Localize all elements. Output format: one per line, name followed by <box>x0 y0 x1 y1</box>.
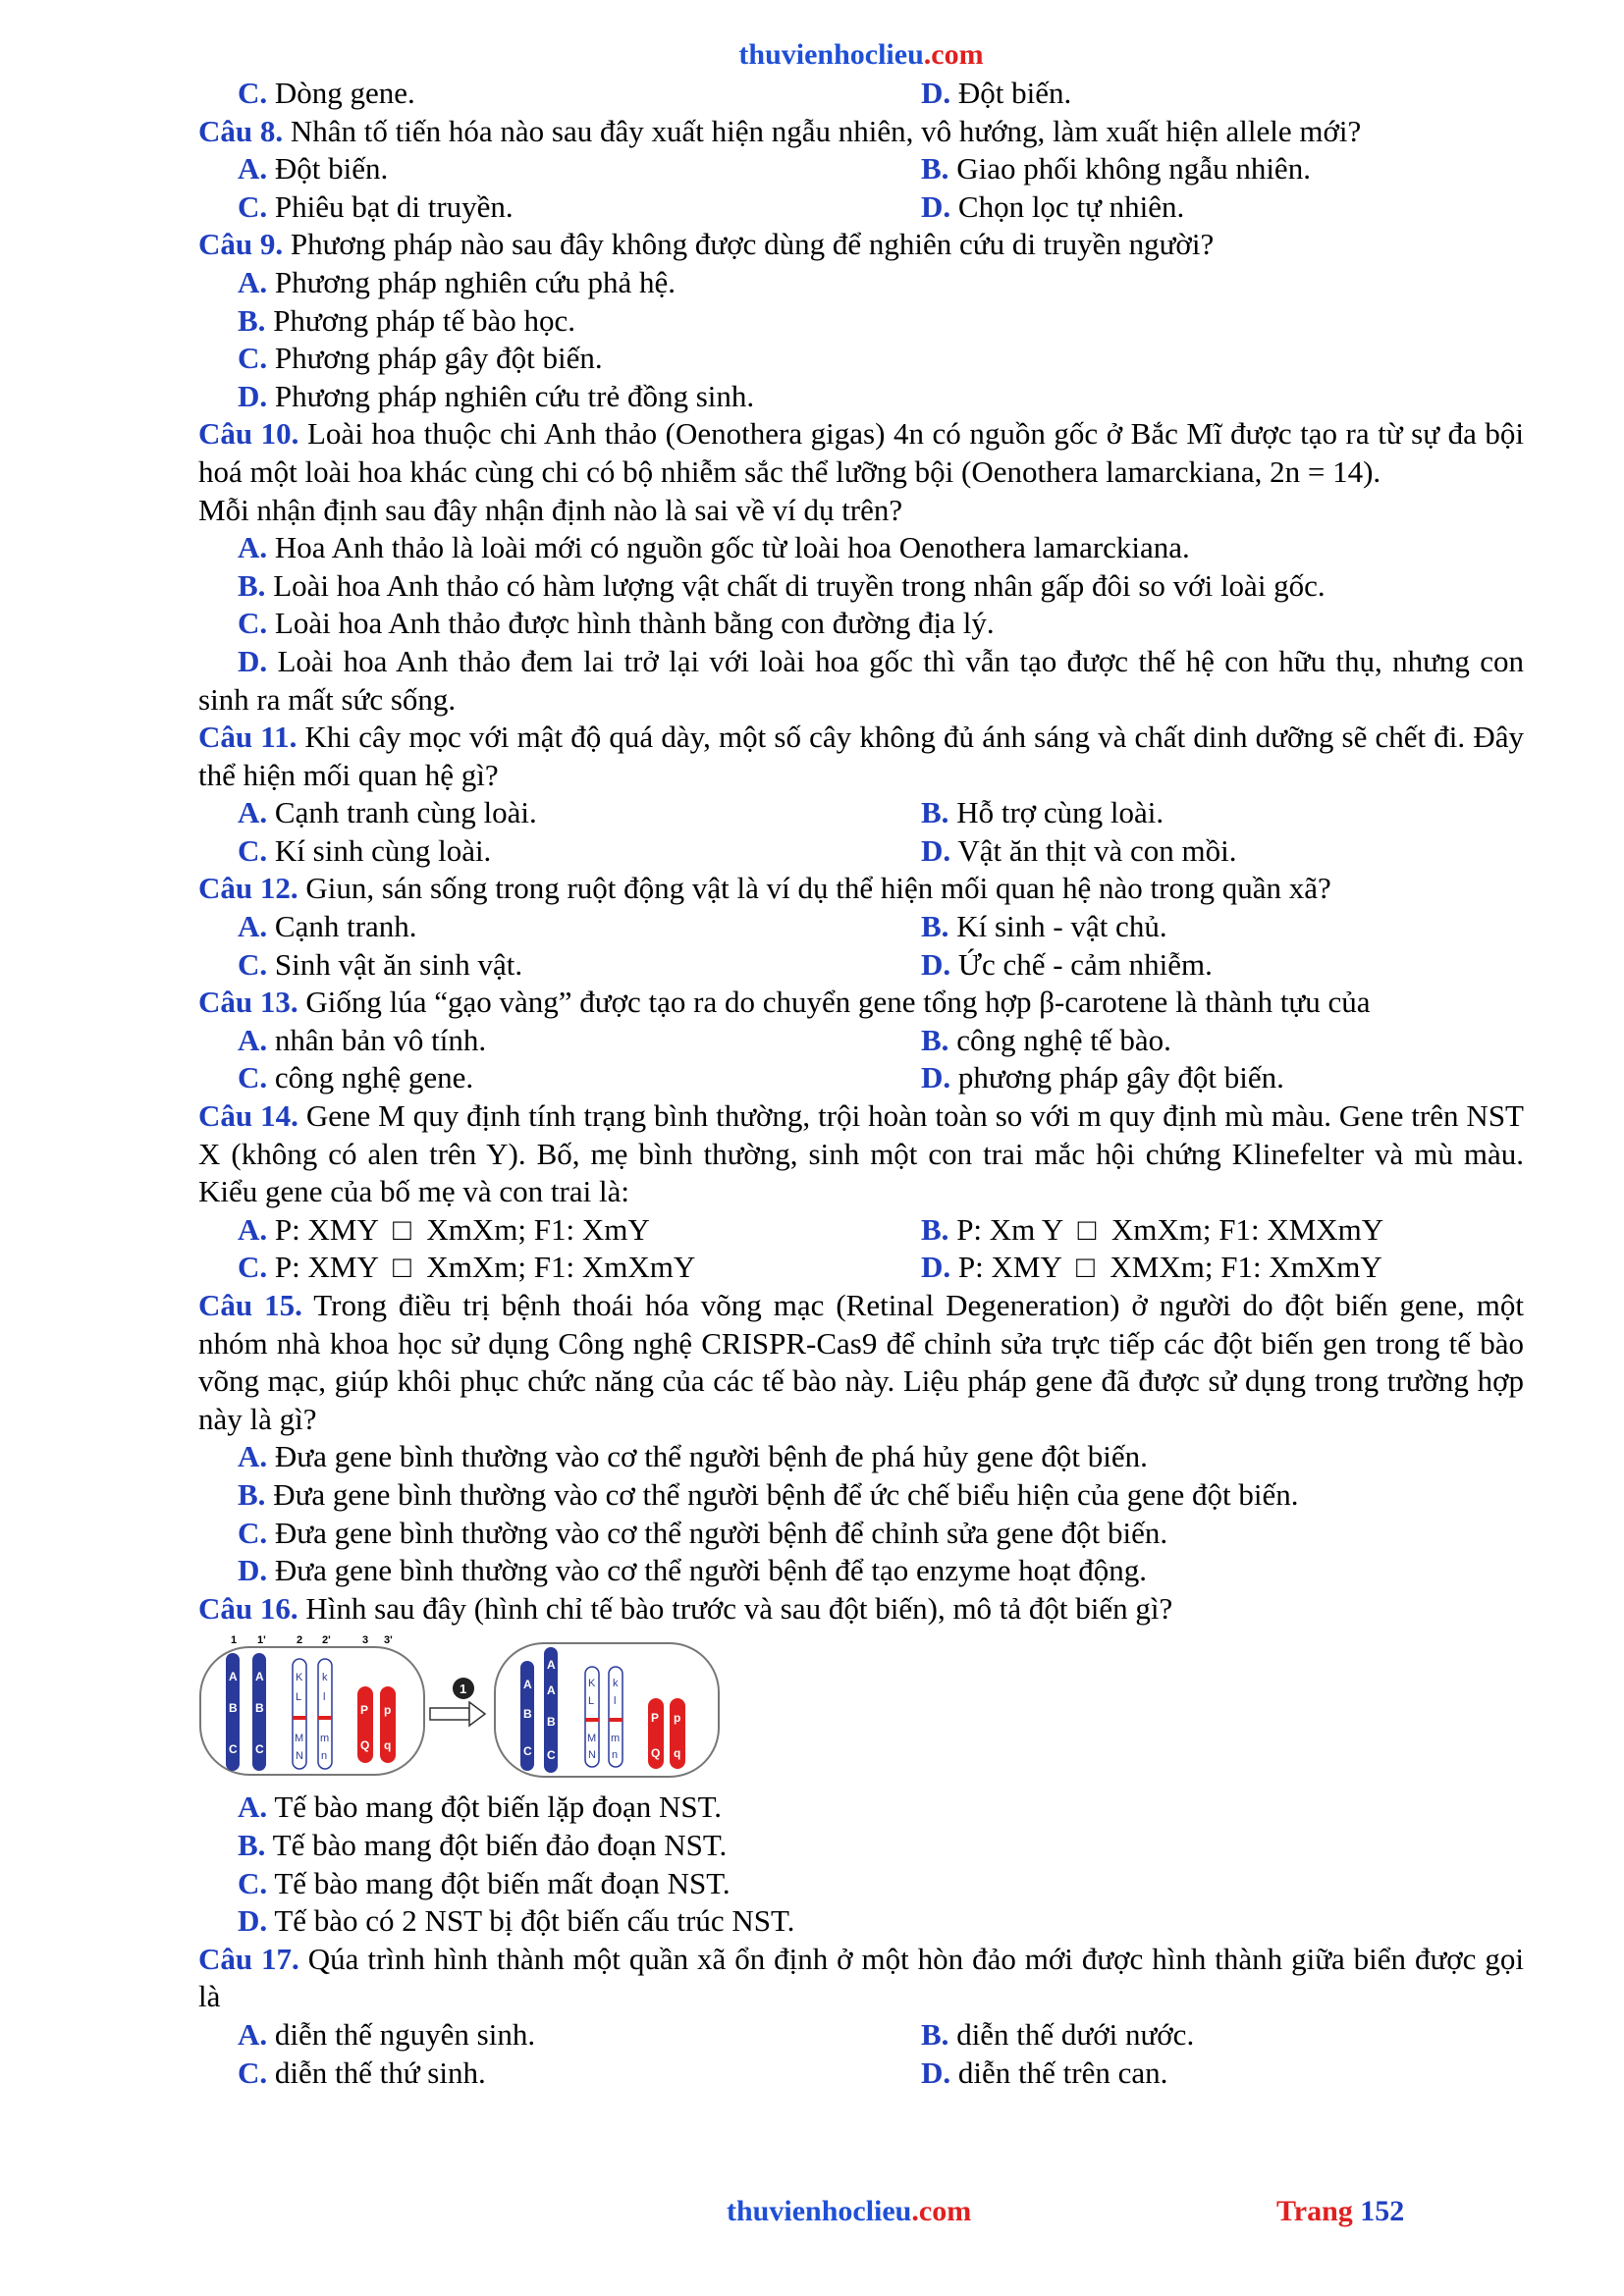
question-12: Câu 12. Giun, sán sống trong ruột động vật là ví dụ thể hiện mối quan hệ nào trong quần xã? <box>198 871 1331 906</box>
option-a: A. Phương pháp nghiên cứu phả hệ. <box>238 264 677 299</box>
svg-text:C: C <box>547 1748 556 1763</box>
svg-text:Q: Q <box>360 1738 370 1753</box>
svg-text:K: K <box>296 1672 303 1684</box>
svg-text:Q: Q <box>651 1746 661 1761</box>
svg-text:m: m <box>320 1733 330 1745</box>
svg-text:l: l <box>323 1691 326 1704</box>
option-row: C. công nghệ gene. D. phương pháp gây đột biến. <box>238 1060 1284 1095</box>
option-row: A. nhân bản vô tính. B. công nghệ tế bào. <box>238 1022 1171 1057</box>
option-row: A. diễn thế nguyên sinh. B. diễn thế dưới nước. <box>238 2016 1195 2052</box>
option-d: D. Đưa gene bình thường vào cơ thể người bệnh để tạo enzyme hoạt động. <box>238 1553 1148 1588</box>
arrow-icon <box>430 1678 485 1726</box>
option-row: C. Sinh vật ăn sinh vật. D. Ức chế - cảm nhiễm. <box>238 946 1213 982</box>
option-row: C. Kí sinh cùng loài. D. Vật ăn thịt và con mồi. <box>238 832 1237 868</box>
question-9: Câu 9. Phương pháp nào sau đây không được dùng để nghiên cứu di truyền người? <box>198 227 1215 262</box>
chromosome-1p <box>252 1653 266 1771</box>
option-d: D. Phương pháp nghiên cứu trẻ đồng sinh. <box>238 378 755 413</box>
option-row: A. Đột biến. B. Giao phối không ngẫu nhiên. <box>238 151 1311 187</box>
svg-text:m: m <box>611 1733 621 1745</box>
svg-text:A: A <box>523 1678 532 1692</box>
site-header: thuvienhoclieu.com <box>738 38 984 71</box>
svg-text:L: L <box>588 1695 595 1708</box>
option-c: C. Loài hoa Anh thảo được hình thành bằng con đường địa lý. <box>238 606 995 641</box>
svg-text:k: k <box>613 1678 619 1690</box>
question-10: Câu 10. Loài hoa thuộc chi Anh thảo (Oenothera gigas) 4n có nguồn gốc ở Bắc Mĩ được tạo ra từ sự đa bội hoá một loài hoa khác cùng chi có bộ nhiễm sắc thể lưỡng bội (Oenothera lamarckiana, 2n = 14). <box>198 416 1525 489</box>
svg-text:k: k <box>322 1672 328 1684</box>
option-b: B. Loài hoa Anh thảo có hàm lượng vật chất di truyền trong nhân gấp đôi so với loài gốc. <box>238 567 1326 603</box>
svg-text:M: M <box>587 1733 597 1745</box>
svg-text:q: q <box>674 1746 681 1761</box>
svg-text:B: B <box>523 1707 532 1722</box>
question-14: Câu 14. Gene M quy định tính trạng bình thường, trội hoàn toàn so với m quy định mù màu. Gene trên NST X (không có alen trên Y). Bố, mẹ bình thường, sinh một con trai mắc hội chứng Klinefelter và mù màu. Kiểu gene của bố mẹ và con trai là: <box>198 1098 1524 1209</box>
label-2p: 2' <box>322 1634 331 1647</box>
label-3: 3 <box>362 1634 369 1647</box>
chromosome-after-1p <box>544 1647 558 1773</box>
option-b: B. Đưa gene bình thường vào cơ thể người bệnh để ức chế biểu hiện của gene đột biến. <box>238 1476 1299 1512</box>
page-content <box>198 35 1524 2092</box>
svg-text:C: C <box>255 1742 264 1757</box>
svg-text:M: M <box>295 1733 304 1745</box>
chromosome-3p <box>380 1686 396 1763</box>
option-c: C. Phương pháp gây đột biến. <box>238 341 603 376</box>
svg-text:L: L <box>296 1691 302 1704</box>
chromosome-3 <box>357 1686 373 1763</box>
svg-text:A: A <box>255 1670 264 1684</box>
chromosome-after-2p <box>609 1667 623 1767</box>
question-10-prompt: Mỗi nhận định sau đây nhận định nào là sai về ví dụ trên? <box>198 492 903 527</box>
option-a: A. Hoa Anh thảo là loài mới có nguồn gốc từ loài hoa Oenothera lamarckiana. <box>238 530 1190 565</box>
svg-text:B: B <box>547 1715 556 1730</box>
option-row: A. Cạnh tranh. B. Kí sinh - vật chủ. <box>238 909 1167 944</box>
svg-text:B: B <box>255 1701 264 1716</box>
option-row: C. Phiêu bạt di truyền. D. Chọn lọc tự nhiên. <box>238 188 1185 224</box>
chromosome-after-1 <box>520 1661 534 1771</box>
option-a: A. Tế bào mang đột biến lặp đoạn NST. <box>238 1789 723 1825</box>
svg-text:N: N <box>296 1750 303 1763</box>
question-8: Câu 8. Nhân tố tiến hóa nào sau đây xuất hiện ngẫu nhiên, vô hướng, làm xuất hiện allele mới? <box>198 113 1362 148</box>
page-number: Trang 152 <box>1276 2195 1405 2227</box>
label-2: 2 <box>297 1634 303 1647</box>
question-15: Câu 15. Trong điều trị bệnh thoái hóa võng mạc (Retinal Degeneration) ở người do đột biến gene, một nhóm nhà khoa học sử dụng Công nghệ CRISPR-Cas9 để chỉnh sửa trực tiếp các đột biến gen trong tế bào võng mạc, giúp khôi phục chức năng của các tế bào này. Liệu pháp gene đã được sử dụng trong trường hợp này là gì? <box>198 1288 1524 1436</box>
svg-text:l: l <box>614 1695 617 1708</box>
option-row: C. P: XMY □ XmXm; F1: XmXmY D. P: XMY □ XMXm; F1: XmXmY <box>238 1250 1382 1285</box>
chromosome-2 <box>293 1659 306 1769</box>
svg-text:K: K <box>588 1678 596 1690</box>
svg-text:p: p <box>674 1711 681 1726</box>
option-row: A. Cạnh tranh cùng loài. B. Hỗ trợ cùng loài. <box>238 795 1164 830</box>
label-1p: 1' <box>257 1634 266 1647</box>
option-a: A. Đưa gene bình thường vào cơ thể người bệnh đe phá hủy gene đột biến. <box>238 1439 1148 1474</box>
svg-text:A: A <box>229 1670 238 1684</box>
svg-text:A: A <box>547 1658 556 1673</box>
svg-text:n: n <box>321 1750 328 1763</box>
option-c: C. Tế bào mang đột biến mất đoạn NST. <box>238 1865 731 1900</box>
svg-text:p: p <box>384 1703 392 1718</box>
question-13: Câu 13. Giống lúa “gạo vàng” được tạo ra do chuyển gene tổng hợp β-carotene là thành tựu của <box>198 985 1371 1020</box>
chromosome-2p <box>318 1659 332 1769</box>
chromosome-after-2 <box>585 1667 599 1767</box>
option-b: B. Tế bào mang đột biến đảo đoạn NST. <box>238 1827 728 1862</box>
svg-text:B: B <box>229 1701 238 1716</box>
svg-text:q: q <box>384 1738 392 1753</box>
option-d: D. Loài hoa Anh thảo đem lai trở lại với loài hoa gốc thì vẫn tạo được thế hệ con hữu thụ, nhưng con sinh ra mất sức sống. <box>198 643 1525 717</box>
question-11: Câu 11. Khi cây mọc với mật độ quá dày, một số cây không đủ ánh sáng và chất dinh dưỡng sẽ chết đi. Đây thể hiện mối quan hệ gì? <box>198 720 1524 792</box>
option-row: C. diễn thế thứ sinh. D. diễn thế trên can. <box>238 2055 1168 2090</box>
option-d: D. Tế bào có 2 NST bị đột biến cấu trúc NST. <box>238 1903 795 1939</box>
option-row: A. P: XMY □ XmXm; F1: XmY B. P: Xm Y □ XmXm; F1: XMXmY <box>238 1211 1384 1247</box>
option-row: C. Dòng gene. D. Đột biến. <box>238 76 1072 110</box>
question-16: Câu 16. Hình sau đây (hình chỉ tế bào trước và sau đột biến), mô tả đột biến gì? <box>198 1590 1173 1626</box>
label-3p: 3' <box>384 1634 393 1647</box>
svg-text:P: P <box>360 1703 369 1718</box>
chromosome-diagram <box>198 1633 729 1783</box>
svg-text:C: C <box>229 1742 238 1757</box>
svg-text:C: C <box>523 1744 532 1759</box>
chromosome-after-3p <box>670 1698 685 1769</box>
svg-text:P: P <box>651 1711 660 1726</box>
footer-site: thuvienhoclieu.com <box>727 2195 972 2227</box>
label-1: 1 <box>231 1634 238 1647</box>
svg-text:N: N <box>588 1749 596 1762</box>
option-c: C. Đưa gene bình thường vào cơ thể người bệnh để chỉnh sửa gene đột biến. <box>238 1515 1168 1550</box>
svg-text:A: A <box>547 1683 556 1698</box>
option-b: B. Phương pháp tế bào học. <box>238 302 576 338</box>
svg-text:1: 1 <box>460 1682 467 1697</box>
svg-text:n: n <box>612 1749 619 1762</box>
chromosome-1 <box>226 1653 240 1771</box>
chromosome-figure <box>198 1633 1524 1783</box>
question-17: Câu 17. Qúa trình hình thành một quần xã ổn định ở một hòn đảo mới được hình thành giữa biển được gọi là <box>198 1941 1524 2014</box>
chromosome-after-3 <box>648 1698 664 1769</box>
page-footer <box>0 2195 1624 2238</box>
